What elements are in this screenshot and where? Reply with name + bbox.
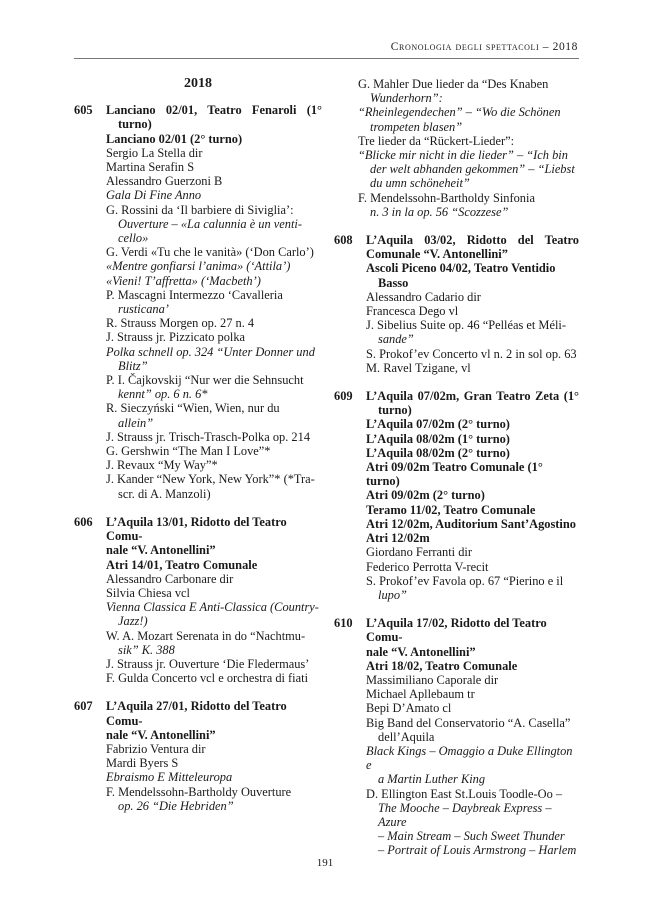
program-line: kennt” op. 6 n. 6* [118, 387, 208, 402]
program-line: “Blicke mir nicht in die lieder” – “Ich bin [358, 148, 568, 163]
performer-line: Big Band del Conservatorio “A. Casella” [366, 715, 571, 730]
program-line: allein” [118, 415, 154, 430]
entry-number: 608 [334, 233, 353, 248]
program-line: R. Strauss Morgen op. 27 n. 4 [106, 316, 255, 331]
page-number: 191 [316, 857, 334, 869]
venue-line: nale “V. Antonellini” [366, 644, 476, 659]
performer-line: Bepi D’Amato cl [366, 701, 452, 716]
program-line: Ouverture – «La calunnia è un venti- [118, 216, 302, 231]
performer-line: Silvia Chiesa vcl [106, 585, 190, 600]
program-title: Jazz!) [118, 614, 148, 629]
program-line: «Vieni! T’affretta» (‘Macbeth’) [106, 273, 261, 288]
program-line: J. Revaux “My Way”* [106, 458, 218, 473]
program-title: a Martin Luther King [378, 772, 486, 787]
venue-line: L’Aquila 07/02m (2° turno) [366, 417, 510, 432]
right-column [334, 77, 579, 872]
program-line: rusticana’ [118, 302, 169, 317]
program-line: The Mooche – Daybreak Express – Azure [378, 800, 552, 829]
venue-line: L’Aquila 13/01, Ridotto del Teatro Comu- [106, 514, 287, 544]
venue-line: L’Aquila 17/02, Ridotto del Teatro Comu- [366, 616, 547, 645]
program-line: G. Rossini da ‘Il barbiere di Siviglia’: [106, 202, 294, 217]
performer-line: Sergio La Stella dir [106, 145, 203, 160]
program-line: «Mentre gonfiarsi l’anima» (‘Attila’) [106, 259, 291, 274]
program-line: – Main Stream – Such Sweet Thunder [378, 829, 565, 844]
venue-line: Atri 14/01, Teatro Comunale [106, 557, 258, 572]
year-heading: 2018 [184, 76, 212, 91]
entry-606 [74, 515, 322, 685]
venue-line: Lanciano 02/01 (2° turno) [106, 131, 243, 146]
entry-609 [334, 389, 579, 602]
program-line: scr. di A. Manzoli) [118, 486, 211, 501]
entry-605 [74, 103, 322, 501]
program-title: Ebraismo E Mitteleuropa [106, 770, 233, 785]
program-line: Polka schnell op. 324 “Unter Donner und [106, 344, 315, 359]
program-line: sik” K. 388 [118, 642, 175, 657]
running-header: Cronologia degli spettacoli – 2018 [390, 41, 578, 53]
header-rule [74, 58, 579, 59]
entry-number: 607 [74, 699, 93, 714]
venue-line: Basso [378, 275, 409, 290]
program-line: D. Ellington East St.Louis Toodle-Oo – [366, 786, 563, 801]
program-line: G. Verdi «Tu che le vanità» (‘Don Carlo’) [106, 245, 314, 260]
performer-line: Martina Serafin S [106, 160, 195, 175]
performer-line: Federico Perrotta V-recit [366, 559, 489, 574]
venue-line: L’Aquila 03/02, Ridotto del Teatro [366, 233, 579, 248]
performer-line: Alessandro Guerzoni B [106, 174, 223, 189]
venue-line: nale “V. Antonellini” [106, 727, 216, 742]
entry-number: 606 [74, 514, 93, 529]
venue-line: Atri 09/02m Teatro Comunale (1° turno) [366, 460, 543, 489]
program-title: Black Kings – Omaggio a Duke Ellington e [366, 743, 573, 773]
program-line: n. 3 in la op. 56 “Scozzese” [370, 204, 509, 219]
program-line: du umn schöneheit” [370, 176, 470, 191]
program-title: Gala Di Fine Anno [106, 188, 202, 203]
venue-line: Comunale “V. Antonellini” [366, 247, 508, 262]
performer-line: Alessandro Cadario dir [366, 289, 481, 304]
program-line: “Rheinlegendechen” – “Wo die Schönen [358, 105, 561, 120]
performer-line: dell’Aquila [378, 729, 435, 744]
performer-line: Giordano Ferranti dir [366, 545, 472, 560]
program-line: W. A. Mozart Serenata in do “Nachtmu- [106, 628, 306, 643]
entry-number: 609 [334, 389, 353, 404]
program-line: P. I. Čajkovskij “Nur wer die Sehnsucht [106, 373, 304, 388]
program-line: J. Strauss jr. Pizzicato polka [106, 330, 246, 345]
venue-line: Lanciano 02/01, Teatro Fenaroli (1° [106, 103, 322, 118]
program-line: G. Gershwin “The Man I Love”* [106, 444, 271, 459]
program-line: R. Sieczyński “Wien, Wien, nur du [106, 401, 280, 416]
performer-line: Michael Apllebaum tr [366, 687, 475, 702]
left-column [74, 77, 322, 827]
program-line: Blitz” [118, 358, 148, 373]
venue-line: nale “V. Antonellini” [106, 543, 216, 558]
program-line: M. Ravel Tzigane, vl [366, 360, 471, 375]
program-line: Tre lieder da “Rückert-Lieder”: [358, 133, 515, 148]
program-line: F. Mendelssohn-Bartholdy Ouverture [106, 784, 292, 799]
program-line: op. 26 “Die Hebriden” [118, 798, 234, 813]
entry-610 [334, 616, 579, 857]
program-line: der welt abhanden gekommen” – “Liebst [370, 162, 575, 177]
venue-line: L’Aquila 08/02m (2° turno) [366, 445, 510, 460]
venue-line: Teramo 11/02, Teatro Comunale [366, 502, 536, 517]
program-line: S. Prokof’ev Favola op. 67 “Pierino e il [366, 573, 564, 588]
performer-line: Fabrizio Ventura dir [106, 741, 206, 756]
venue-line: L’Aquila 07/02m, Gran Teatro Zeta (1° [366, 389, 579, 404]
program-line: sande” [378, 332, 414, 347]
entry-number: 605 [74, 103, 93, 118]
performer-line: Mardi Byers S [106, 756, 179, 771]
program-line: J. Strauss jr. Ouverture ‘Die Fledermaus’ [106, 656, 310, 671]
program-line: lupo” [378, 587, 407, 602]
program-line: J. Sibelius Suite op. 46 “Pelléas et Méli- [366, 318, 566, 333]
entry-607 [74, 699, 322, 813]
venue-line: turno) [378, 403, 412, 418]
performer-line: Francesca Dego vl [366, 304, 459, 319]
program-line: G. Mahler Due lieder da “Des Knaben [358, 77, 549, 91]
venue-line: turno) [118, 117, 152, 132]
program-line: – Portrait of Louis Armstrong – Harlem [378, 843, 577, 858]
program-line: trompeten blasen” [370, 119, 463, 134]
venue-line: Ascoli Piceno 04/02, Teatro Ventidio [366, 261, 556, 276]
entry-number: 610 [334, 616, 353, 631]
program-line: F. Mendelssohn-Bartholdy Sinfonia [358, 190, 535, 205]
venue-line: Atri 09/02m (2° turno) [366, 488, 485, 503]
program-line: S. Prokof’ev Concerto vl n. 2 in sol op. 63 [366, 346, 577, 361]
program-line: J. Strauss jr. Trisch-Trasch-Polka op. 214 [106, 429, 311, 444]
program-line: F. Gulda Concerto vcl e orchestra di fiati [106, 671, 309, 686]
performer-line: Alessandro Carbonare dir [106, 571, 234, 586]
entry-607-continued [334, 77, 579, 219]
venue-line: Atri 12/02m, Auditorium Sant’Agostino [366, 516, 576, 531]
venue-line: Atri 12/02m [366, 531, 430, 546]
venue-line: Atri 18/02, Teatro Comunale [366, 658, 518, 673]
program-line: J. Kander “New York, New York”* (*Tra- [106, 472, 315, 487]
venue-line: L’Aquila 27/01, Ridotto del Teatro Comu- [106, 699, 287, 728]
venue-line: L’Aquila 08/02m (1° turno) [366, 431, 510, 446]
program-title: Vienna Classica E Anti-Classica (Country- [106, 600, 319, 615]
program-line: cello» [118, 231, 149, 246]
performer-line: Massimiliano Caporale dir [366, 672, 499, 687]
program-line: P. Mascagni Intermezzo ‘Cavalleria [106, 287, 283, 302]
program-line: Wunderhorn”: [370, 91, 443, 106]
entry-608 [334, 233, 579, 375]
